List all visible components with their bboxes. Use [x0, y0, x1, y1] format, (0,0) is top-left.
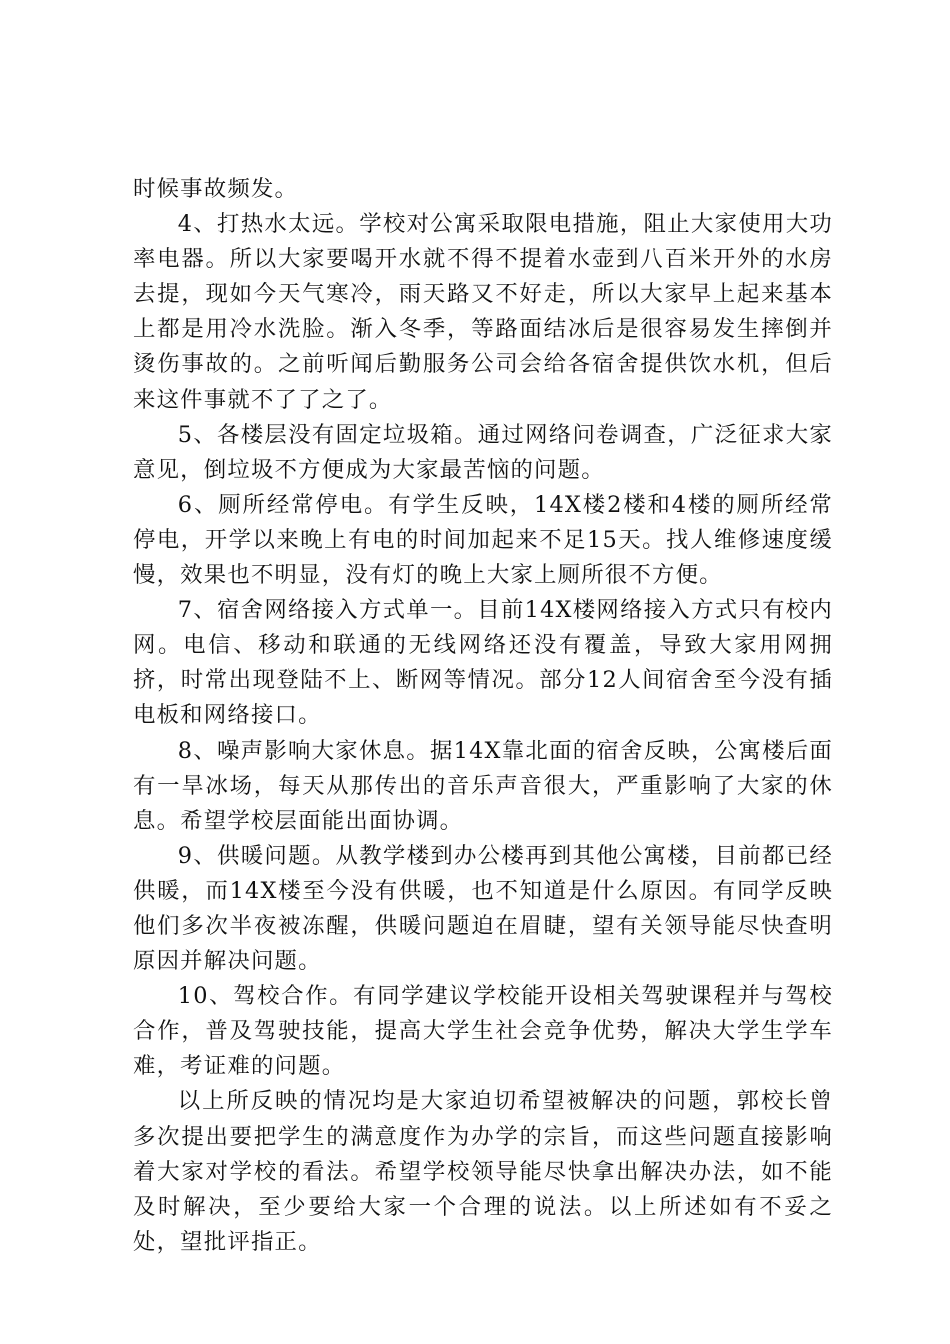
paragraph-item-5-garbage-bins: 5、各楼层没有固定垃圾箱。通过网络问卷调查，广泛征求大家意见，倒垃圾不方便成为大家最苦恼的问题。 [133, 421, 833, 483]
paragraph-continuation: 时候事故频发。 [133, 176, 299, 202]
paragraph-item-8-noise: 8、噪声影响大家休息。据14X靠北面的宿舍反映，公寓楼后面有一旱冰场，每天从那传出的音乐声音很大，严重影响了大家的休息。希望学校层面能出面协调。 [133, 737, 833, 834]
document-body [133, 172, 833, 1260]
paragraph-conclusion: 以上所反映的情况均是大家迫切希望被解决的问题，郭校长曾多次提出要把学生的满意度作为办学的宗旨，而这些问题直接影响着大家对学校的看法。希望学校领导能尽快拿出解决办法，如不能及时解决，至少要给大家一个合理的说法。以上所述如有不妥之处，望批评指正。 [133, 1088, 833, 1255]
paragraph-item-9-heating: 9、供暖问题。从教学楼到办公楼再到其他公寓楼，目前都已经供暖，而14X楼至今没有供暖，也不知道是什么原因。有同学反映他们多次半夜被冻醒，供暖问题迫在眉睫，望有关领导能尽快查明原因并解决问题。 [133, 842, 833, 975]
paragraph-item-7-network: 7、宿舍网络接入方式单一。目前14X楼网络接入方式只有校内网。电信、移动和联通的无线网络还没有覆盖，导致大家用网拥挤，时常出现登陆不上、断网等情况。部分12人间宿舍至今没有插电板和网络接口。 [133, 597, 833, 729]
paragraph-item-6-toilet-power: 6、厕所经常停电。有学生反映，14X楼2楼和4楼的厕所经常停电，开学以来晚上有电的时间加起来不足15天。找人维修速度缓慢，效果也不明显，没有灯的晚上大家上厕所很不方便。 [133, 491, 833, 589]
paragraph-item-4-hot-water: 4、打热水太远。学校对公寓采取限电措施，阻止大家使用大功率电器。所以大家要喝开水就不得不提着水壶到八百米开外的水房去提，现如今天气寒冷，雨天路又不好走，所以大家早上起来基本上都是用冷水洗脸。渐入冬季，等路面结冰后是很容易发生摔倒并烫伤事故的。之前听闻后勤服务公司会给各宿舍提供饮水机，但后来这件事就不了了之了。 [133, 211, 833, 413]
paragraph-item-10-driving-school: 10、驾校合作。有同学建议学校能开设相关驾驶课程并与驾校合作，普及驾驶技能，提高大学生社会竞争优势，解决大学生学车难，考证难的问题。 [133, 983, 833, 1080]
